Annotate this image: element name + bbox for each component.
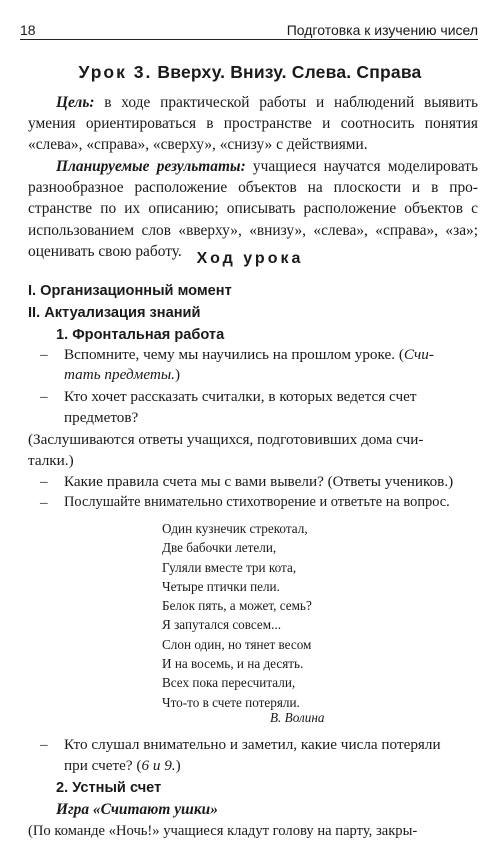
poem-line: Гуляли вместе три кота, (162, 559, 297, 575)
dialog-text: ) (175, 757, 181, 774)
poem-line: Две бабочки летели, (162, 540, 277, 556)
lesson-title-text: Вверху. Внизу. Слева. Справа (157, 62, 422, 82)
results-paragraph (28, 156, 478, 262)
goal-label: Цель: (56, 94, 95, 111)
poem-line: И на восемь, и на десять. (162, 656, 304, 672)
poem (162, 519, 312, 712)
results-label: Планируемые результаты: (56, 158, 246, 175)
dialog-text: Кто хочет рассказать считалки, в которых ведется счет (64, 388, 417, 405)
dash: – (40, 346, 48, 363)
goal-line: «слева», «справа», «сверху», «снизу» с действиями. (28, 136, 368, 154)
note-line-b: талки.) (28, 452, 74, 469)
section-1-heading: I. Организационный момент (28, 283, 232, 299)
dialog-line-2b: предметов? (64, 409, 139, 426)
running-title: Подготовка к изучению чисел (286, 22, 478, 38)
poem-line: Слон один, но тянет весом (162, 636, 312, 652)
dash: – (40, 388, 48, 405)
results-line: учащиеся научатся моделировать (245, 158, 478, 175)
section-2-heading: II. Актуализация знаний (28, 305, 201, 321)
goal-paragraph (28, 92, 478, 156)
subsection-2-heading: 2. Устный счет (56, 780, 162, 796)
results-line: странстве по их описанию; описывать расположение объектов (28, 200, 463, 218)
game-heading: Игра «Считают ушки» (56, 801, 218, 818)
results-line: разнообразное расположение объектов на плоскости и в про- (28, 179, 478, 197)
poem-line: Я запутался совсем... (162, 617, 282, 633)
note-line-a: (Заслушиваются ответы учащихся, подготовивших дома счи- (28, 431, 424, 448)
dialog-italic: 6 и 9. (141, 757, 176, 774)
dialog-text: Послушайте внимательно стихотворение и ответьте на вопрос. (64, 494, 450, 510)
dialog-line-5b (64, 755, 181, 776)
poem-line: Четыре птички пели. (162, 578, 280, 594)
dialog-text: Вспомните, чему мы научились на прошлом уроке. ( (64, 346, 404, 363)
dialog-line-1b (64, 364, 180, 385)
dialog-italic: Счи- (403, 346, 434, 363)
lesson-prefix: Урок 3. (78, 62, 153, 82)
poem-line: Всех пока пересчитали, (162, 675, 296, 691)
page-number: 18 (20, 22, 36, 38)
page-header (20, 18, 478, 40)
subsection-1-heading: 1. Фронтальная работа (56, 327, 225, 343)
goal-line: умения ориентироваться в пространстве и соотносить понятия (28, 115, 478, 133)
dash: – (40, 736, 48, 753)
dialog-text: при счете? ( (64, 757, 142, 774)
poem-author: В. Волина (270, 710, 325, 725)
dialog-text: ) (174, 366, 181, 383)
poem-line: Белок пять, а может, семь? (162, 598, 312, 614)
dialog-text: Кто слушал внимательно и заметил, какие числа потеряли (64, 736, 441, 753)
course-heading: Ход урока (196, 250, 304, 267)
dialog-text: Какие правила счета мы с вами вывели? (Ответы учеников.) (64, 473, 454, 490)
lesson-title (20, 62, 480, 83)
results-line: с использованием слов «вверху», «внизу», «слева», «справа», «за»; (28, 200, 478, 239)
poem-line: Один кузнечик стрекотал, (162, 521, 308, 536)
results-line: оценивать свою работу. (28, 242, 182, 260)
goal-line: в ходе практической работы и наблюдений выявить (94, 94, 478, 111)
poem-line: Что-то в счете потеряли. (162, 694, 300, 710)
dash: – (40, 473, 48, 490)
game-line: (По команде «Ночь!» учащиеся кладут голову на парту, закры- (28, 823, 418, 839)
dash: – (40, 494, 48, 511)
dialog-italic: тать предметы. (64, 366, 175, 383)
